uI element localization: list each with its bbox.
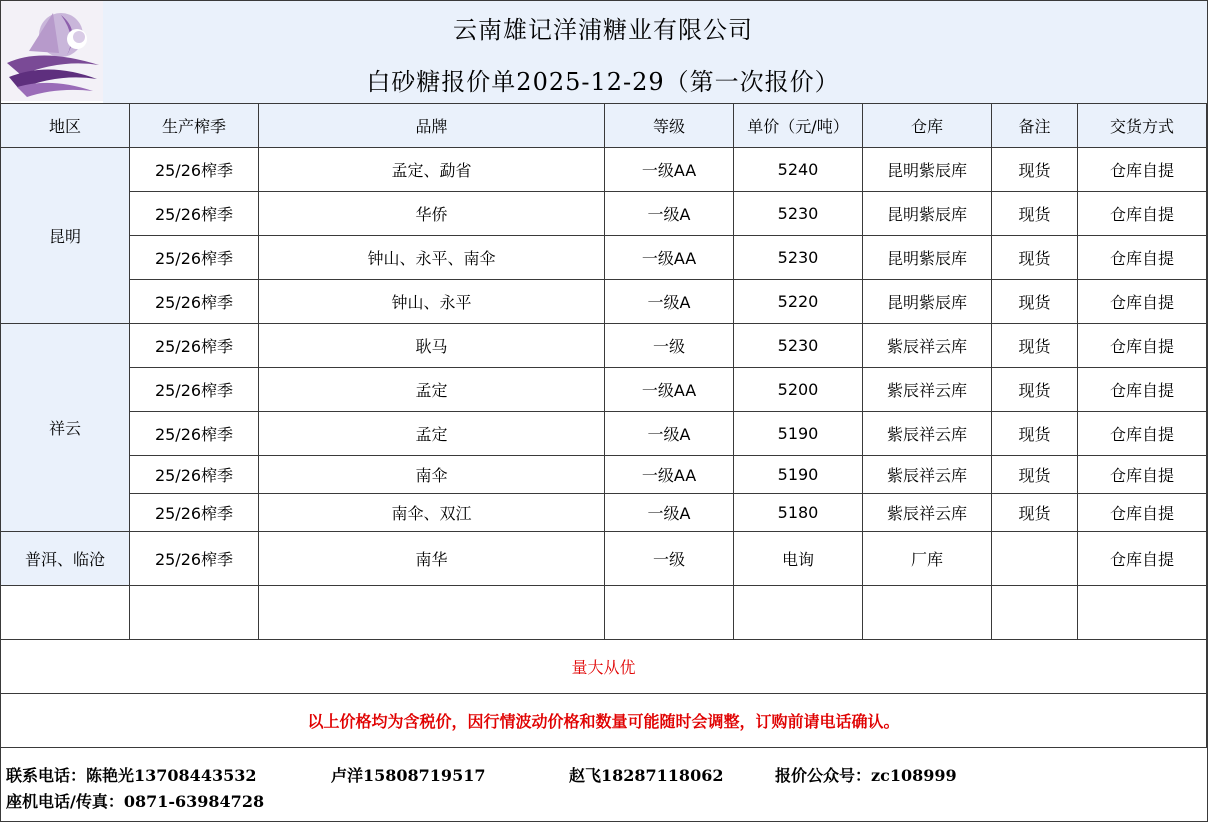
cell-price: 5240 xyxy=(734,148,863,192)
cell-season: 25/26榨季 xyxy=(130,532,259,586)
table-row xyxy=(1,192,1207,236)
cell-price: 5230 xyxy=(734,192,863,236)
cell-season: 25/26榨季 xyxy=(130,412,259,456)
contact-person-3: 赵飞18287118062 xyxy=(569,766,724,785)
cell-grade: 一级 xyxy=(605,324,734,368)
cell-note: 现货 xyxy=(992,236,1078,280)
contact-person-2: 卢洋15808719517 xyxy=(331,766,486,785)
cell-note: 现货 xyxy=(992,368,1078,412)
bulk-discount-banner: 量大从优 xyxy=(1,640,1207,694)
cell-season: 25/26榨季 xyxy=(130,456,259,494)
company-name: 云南雄记洋浦糖业有限公司 xyxy=(453,16,753,44)
cell-warehouse: 紫辰祥云库 xyxy=(863,456,992,494)
cell-price: 5230 xyxy=(734,236,863,280)
cell-note: 现货 xyxy=(992,412,1078,456)
cell-brand: 南伞、双江 xyxy=(259,494,605,532)
cell-delivery: 仓库自提 xyxy=(1078,280,1207,324)
cell-note xyxy=(992,532,1078,586)
cell-warehouse: 厂库 xyxy=(863,532,992,586)
table-row xyxy=(1,494,1207,532)
cell-delivery: 仓库自提 xyxy=(1078,324,1207,368)
cell-price: 5190 xyxy=(734,412,863,456)
promo-row xyxy=(1,640,1207,694)
table-row xyxy=(1,148,1207,192)
cell-warehouse: 昆明紫辰库 xyxy=(863,280,992,324)
cell-warehouse: 紫辰祥云库 xyxy=(863,494,992,532)
cell-price: 5180 xyxy=(734,494,863,532)
cell-region: 祥云 xyxy=(1,324,130,532)
cell-delivery: 仓库自提 xyxy=(1078,368,1207,412)
cell-note: 现货 xyxy=(992,324,1078,368)
cell-grade: 一级A xyxy=(605,280,734,324)
cell-grade: 一级A xyxy=(605,494,734,532)
cell-delivery: 仓库自提 xyxy=(1078,456,1207,494)
empty-cell xyxy=(259,586,605,640)
column-header-price: 单价（元/吨） xyxy=(734,104,863,148)
cell-grade: 一级AA xyxy=(605,368,734,412)
cell-grade: 一级 xyxy=(605,532,734,586)
cell-brand: 耿马 xyxy=(259,324,605,368)
wechat-account: 报价公众号：zc108999 xyxy=(775,766,957,785)
column-header-region: 地区 xyxy=(1,104,130,148)
disclaimer-row xyxy=(1,694,1207,748)
cell-warehouse: 紫辰祥云库 xyxy=(863,324,992,368)
cell-delivery: 仓库自提 xyxy=(1078,494,1207,532)
table-row xyxy=(1,532,1207,586)
cell-brand: 南伞 xyxy=(259,456,605,494)
cell-grade: 一级A xyxy=(605,412,734,456)
cell-note: 现货 xyxy=(992,148,1078,192)
cell-note: 现货 xyxy=(992,280,1078,324)
cell-delivery: 仓库自提 xyxy=(1078,236,1207,280)
cell-region: 普洱、临沧 xyxy=(1,532,130,586)
empty-cell xyxy=(1,586,130,640)
cell-warehouse: 昆明紫辰库 xyxy=(863,192,992,236)
cell-warehouse: 紫辰祥云库 xyxy=(863,368,992,412)
cell-grade: 一级AA xyxy=(605,148,734,192)
quote-title: 白砂糖报价单2025-12-29（第一次报价） xyxy=(366,68,840,96)
table-header-row xyxy=(1,104,1207,148)
contact-line-1 xyxy=(6,763,957,786)
empty-cell xyxy=(605,586,734,640)
cell-delivery: 仓库自提 xyxy=(1078,148,1207,192)
table-row xyxy=(1,236,1207,280)
column-header-season: 生产榨季 xyxy=(130,104,259,148)
contact-label: 联系电话： xyxy=(6,766,87,785)
cell-price: 5220 xyxy=(734,280,863,324)
cell-warehouse: 昆明紫辰库 xyxy=(863,236,992,280)
cell-delivery: 仓库自提 xyxy=(1078,192,1207,236)
empty-cell xyxy=(130,586,259,640)
cell-delivery: 仓库自提 xyxy=(1078,532,1207,586)
price-table-body xyxy=(1,104,1207,748)
empty-cell xyxy=(734,586,863,640)
cell-season: 25/26榨季 xyxy=(130,324,259,368)
empty-cell xyxy=(863,586,992,640)
cell-warehouse: 昆明紫辰库 xyxy=(863,148,992,192)
table-row xyxy=(1,368,1207,412)
cell-region: 昆明 xyxy=(1,148,130,324)
table-row xyxy=(1,280,1207,324)
column-header-warehouse: 仓库 xyxy=(863,104,992,148)
cell-season: 25/26榨季 xyxy=(130,494,259,532)
cell-note: 现货 xyxy=(992,494,1078,532)
cell-brand: 南华 xyxy=(259,532,605,586)
cell-brand: 孟定、勐省 xyxy=(259,148,605,192)
cell-season: 25/26榨季 xyxy=(130,280,259,324)
cell-brand: 钟山、永平 xyxy=(259,280,605,324)
cell-season: 25/26榨季 xyxy=(130,148,259,192)
cell-price: 电询 xyxy=(734,532,863,586)
empty-row xyxy=(1,586,1207,640)
cell-season: 25/26榨季 xyxy=(130,236,259,280)
cell-brand: 华侨 xyxy=(259,192,605,236)
contact-person-1: 陈艳光13708443532 xyxy=(86,766,257,785)
cell-grade: 一级A xyxy=(605,192,734,236)
cell-brand: 孟定 xyxy=(259,368,605,412)
cell-season: 25/26榨季 xyxy=(130,192,259,236)
company-logo xyxy=(1,1,103,101)
cell-note: 现货 xyxy=(992,456,1078,494)
column-header-note: 备注 xyxy=(992,104,1078,148)
empty-cell xyxy=(992,586,1078,640)
cell-delivery: 仓库自提 xyxy=(1078,412,1207,456)
table-row xyxy=(1,456,1207,494)
table-row xyxy=(1,324,1207,368)
column-header-grade: 等级 xyxy=(605,104,734,148)
cell-brand: 孟定 xyxy=(259,412,605,456)
cell-price: 5230 xyxy=(734,324,863,368)
empty-cell xyxy=(1078,586,1207,640)
price-disclaimer: 以上价格均为含税价，因行情波动价格和数量可能随时会调整，订购前请电话确认。 xyxy=(1,694,1207,748)
table-row xyxy=(1,412,1207,456)
price-table xyxy=(0,103,1207,748)
cell-note: 现货 xyxy=(992,192,1078,236)
cell-price: 5200 xyxy=(734,368,863,412)
column-header-brand: 品牌 xyxy=(259,104,605,148)
cell-grade: 一级AA xyxy=(605,236,734,280)
cell-grade: 一级AA xyxy=(605,456,734,494)
column-header-delivery: 交货方式 xyxy=(1078,104,1207,148)
cell-warehouse: 紫辰祥云库 xyxy=(863,412,992,456)
cell-brand: 钟山、永平、南伞 xyxy=(259,236,605,280)
cell-price: 5190 xyxy=(734,456,863,494)
cell-season: 25/26榨季 xyxy=(130,368,259,412)
landline-fax: 座机电话/传真：0871-63984728 xyxy=(6,792,265,811)
